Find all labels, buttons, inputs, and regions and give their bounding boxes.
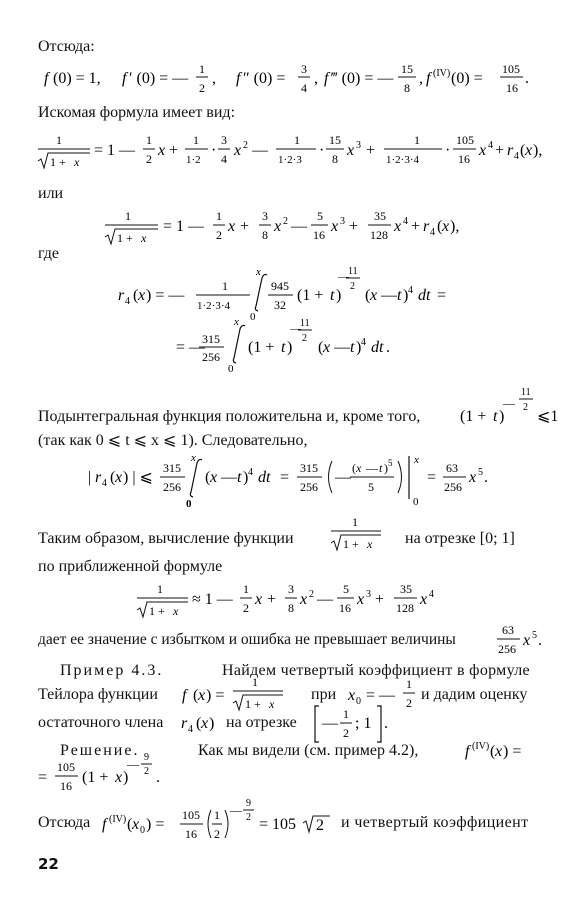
svg-text:—: — bbox=[322, 715, 338, 732]
svg-text:1·2·3·4: 1·2·3·4 bbox=[386, 154, 419, 166]
svg-text:4: 4 bbox=[430, 227, 435, 238]
text-ili: или bbox=[38, 185, 64, 202]
svg-text:315: 315 bbox=[300, 461, 318, 475]
svg-text:,: , bbox=[419, 70, 423, 87]
svg-text:3: 3 bbox=[366, 589, 371, 600]
svg-text:) =: ) = bbox=[146, 816, 165, 833]
svg-text:t: t bbox=[281, 339, 286, 356]
svg-text:1·2: 1·2 bbox=[186, 154, 201, 166]
svg-text:0: 0 bbox=[413, 496, 419, 508]
svg-text:2: 2 bbox=[406, 696, 412, 710]
svg-text:—: — bbox=[230, 803, 242, 817]
svg-text:x: x bbox=[228, 218, 236, 235]
svg-text:dt: dt bbox=[418, 287, 431, 304]
svg-text:x: x bbox=[158, 142, 166, 159]
svg-text:): ) bbox=[384, 461, 388, 475]
formula-simplified-expansion bbox=[0, 204, 571, 250]
svg-text:r: r bbox=[118, 287, 125, 304]
svg-text:105: 105 bbox=[502, 62, 520, 76]
text-teylora: Тейлора функции bbox=[38, 686, 158, 703]
svg-text:—: — bbox=[381, 287, 397, 304]
svg-text:1·2·3·4: 1·2·3·4 bbox=[197, 300, 230, 312]
svg-text:105: 105 bbox=[456, 133, 474, 147]
svg-text:+: + bbox=[169, 142, 179, 159]
svg-text:x: x bbox=[115, 469, 123, 486]
svg-text:256: 256 bbox=[498, 642, 516, 656]
svg-text:″ (0) =: ″ (0) = bbox=[243, 70, 286, 87]
svg-text:128: 128 bbox=[370, 228, 388, 242]
svg-text:= —: = — bbox=[366, 687, 396, 704]
svg-text:8: 8 bbox=[332, 152, 338, 166]
svg-text:t: t bbox=[397, 287, 402, 304]
svg-text:—: — bbox=[252, 142, 268, 159]
svg-text:128: 128 bbox=[396, 601, 414, 615]
svg-text:1: 1 bbox=[243, 582, 249, 596]
svg-text:3: 3 bbox=[356, 140, 361, 151]
svg-text:(: ( bbox=[437, 218, 443, 235]
svg-text:): ) bbox=[403, 287, 409, 304]
svg-text:x: x bbox=[300, 591, 308, 608]
svg-text:1: 1 bbox=[125, 209, 131, 223]
svg-text:=: = bbox=[437, 287, 447, 304]
svg-text:x: x bbox=[173, 604, 179, 618]
text-na-otrezke-01: на отрезке [0; 1] bbox=[405, 530, 515, 547]
svg-text:1 +: 1 + bbox=[245, 697, 261, 711]
svg-text:1: 1 bbox=[146, 133, 152, 147]
svg-text:x: x bbox=[495, 743, 503, 760]
svg-text:t: t bbox=[379, 461, 383, 475]
svg-text:16: 16 bbox=[313, 228, 325, 242]
svg-text:x: x bbox=[132, 816, 140, 833]
svg-text:,: , bbox=[212, 70, 216, 87]
svg-text:3: 3 bbox=[340, 216, 345, 227]
svg-text:x: x bbox=[191, 453, 196, 464]
text-podyntegralnaya: Подынтегральная функция положительна и, кроме того, bbox=[38, 408, 421, 425]
svg-text:f: f bbox=[324, 70, 329, 87]
text-takim-obrazom: Таким образом, вычисление функции bbox=[38, 530, 294, 547]
svg-text:·: · bbox=[319, 142, 325, 159]
svg-text:32: 32 bbox=[274, 298, 286, 312]
svg-text:.: . bbox=[484, 469, 488, 486]
svg-text:(: ( bbox=[318, 339, 324, 356]
svg-text:x: x bbox=[210, 469, 218, 486]
svg-text:1: 1 bbox=[56, 133, 62, 147]
text-tak-kak: (так как 0 ⩽ t ⩽ x ⩽ 1). Следовательно, bbox=[38, 432, 308, 449]
svg-text:f: f bbox=[44, 70, 49, 87]
svg-text:2: 2 bbox=[309, 589, 314, 600]
svg-text:(0) = 1,: (0) = 1, bbox=[53, 70, 101, 87]
svg-text:x: x bbox=[201, 715, 209, 732]
svg-text:(: ( bbox=[490, 743, 496, 760]
svg-text:t: t bbox=[350, 339, 355, 356]
svg-text:; 1: ; 1 bbox=[355, 715, 372, 732]
svg-text:0: 0 bbox=[186, 498, 192, 509]
svg-text:x: x bbox=[323, 339, 331, 356]
svg-text:(: ( bbox=[110, 469, 116, 486]
text-po-priblizhennoy: по приближенной формуле bbox=[38, 558, 223, 575]
svg-text:′ (0) = —: ′ (0) = — bbox=[129, 70, 189, 87]
svg-text:16: 16 bbox=[458, 152, 470, 166]
svg-text:1: 1 bbox=[406, 677, 412, 691]
svg-text:1: 1 bbox=[222, 279, 228, 293]
svg-text:8: 8 bbox=[288, 601, 294, 615]
svg-text:|: | bbox=[88, 469, 92, 486]
svg-text:1: 1 bbox=[343, 707, 349, 721]
svg-text:x: x bbox=[74, 155, 80, 169]
svg-text:2: 2 bbox=[214, 827, 220, 841]
svg-text:1: 1 bbox=[414, 133, 420, 147]
svg-text:x: x bbox=[138, 287, 146, 304]
svg-text:256: 256 bbox=[300, 480, 318, 494]
svg-text:105: 105 bbox=[57, 760, 75, 774]
svg-text:4: 4 bbox=[248, 467, 253, 478]
svg-text:=: = bbox=[38, 769, 48, 786]
svg-text:8: 8 bbox=[404, 81, 410, 95]
svg-text:⩽1: ⩽1 bbox=[537, 408, 559, 425]
svg-text:256: 256 bbox=[163, 480, 181, 494]
svg-text:4: 4 bbox=[514, 151, 519, 162]
svg-text:),: ), bbox=[533, 142, 543, 159]
svg-text:3: 3 bbox=[262, 209, 268, 223]
formula-fourth-derivative bbox=[0, 736, 571, 796]
svg-text:.: . bbox=[156, 769, 160, 786]
svg-text:t: t bbox=[493, 408, 498, 425]
svg-text:4: 4 bbox=[488, 140, 493, 151]
svg-text:5: 5 bbox=[343, 582, 349, 596]
svg-text:x: x bbox=[269, 697, 275, 711]
svg-text:2: 2 bbox=[243, 601, 249, 615]
svg-text:x: x bbox=[420, 591, 428, 608]
svg-text:r: r bbox=[95, 469, 102, 486]
svg-text:3: 3 bbox=[288, 582, 294, 596]
svg-text:x: x bbox=[523, 632, 531, 649]
svg-text:= 105: = 105 bbox=[259, 816, 297, 833]
svg-text:1: 1 bbox=[193, 133, 199, 147]
svg-text:.: . bbox=[538, 632, 542, 649]
svg-text:.: . bbox=[386, 339, 390, 356]
svg-text:256: 256 bbox=[202, 350, 220, 364]
svg-text:1: 1 bbox=[157, 582, 163, 596]
svg-text:x: x bbox=[479, 142, 487, 159]
svg-text:5: 5 bbox=[478, 467, 483, 478]
svg-text:(: ( bbox=[352, 461, 356, 475]
svg-text:1: 1 bbox=[216, 209, 222, 223]
svg-text:‴ (0) = —: ‴ (0) = — bbox=[331, 70, 394, 87]
svg-text:f: f bbox=[465, 743, 470, 760]
svg-text:x: x bbox=[394, 218, 402, 235]
svg-text:) = —: ) = — bbox=[146, 287, 185, 304]
svg-text:) | ⩽: ) | ⩽ bbox=[123, 469, 153, 486]
svg-text:(: ( bbox=[205, 469, 211, 486]
svg-text:4: 4 bbox=[102, 478, 107, 489]
svg-text:1 +: 1 + bbox=[343, 537, 359, 551]
svg-text:0: 0 bbox=[250, 311, 256, 323]
svg-text:x: x bbox=[367, 537, 373, 551]
svg-text:r: r bbox=[181, 715, 188, 732]
text-otsyuda: Отсюда: bbox=[38, 38, 95, 55]
svg-text:315: 315 bbox=[163, 461, 181, 475]
svg-text:16: 16 bbox=[185, 827, 197, 841]
text-naydem: Найдем четвертый коэффициент в формуле bbox=[222, 662, 530, 679]
svg-text:1: 1 bbox=[199, 62, 205, 76]
svg-text:): ) bbox=[356, 339, 362, 356]
svg-text:0: 0 bbox=[228, 363, 234, 375]
svg-text:(1 +: (1 + bbox=[248, 339, 275, 356]
svg-text:15: 15 bbox=[401, 62, 413, 76]
svg-text:): ) bbox=[287, 339, 293, 356]
svg-text:x: x bbox=[525, 142, 533, 159]
svg-text:1 +: 1 + bbox=[117, 231, 133, 245]
text-gde: где bbox=[38, 245, 60, 262]
svg-text:1: 1 bbox=[252, 675, 258, 689]
svg-text:5: 5 bbox=[532, 630, 537, 641]
svg-text:—: — bbox=[317, 591, 333, 608]
svg-text:4: 4 bbox=[408, 285, 413, 296]
svg-text:5: 5 bbox=[368, 480, 374, 494]
svg-text:11: 11 bbox=[348, 266, 358, 277]
svg-text:16: 16 bbox=[60, 779, 72, 793]
svg-text:): ) bbox=[499, 408, 505, 425]
svg-text:1 +: 1 + bbox=[149, 604, 165, 618]
svg-text:x: x bbox=[469, 469, 477, 486]
svg-text:x: x bbox=[234, 316, 239, 328]
svg-text:+: + bbox=[411, 218, 421, 235]
text-i-chetvertyy: и четвертый коэффициент bbox=[341, 814, 529, 831]
svg-text:.: . bbox=[525, 70, 529, 87]
svg-text:2: 2 bbox=[246, 812, 251, 823]
formula-approximation bbox=[0, 578, 571, 622]
svg-text:): ) bbox=[243, 469, 249, 486]
svg-text:35: 35 bbox=[374, 209, 386, 223]
svg-text:x: x bbox=[442, 218, 450, 235]
formula-error-value bbox=[0, 620, 571, 660]
svg-text:) =: ) = bbox=[206, 687, 225, 704]
svg-text:x: x bbox=[198, 687, 206, 704]
svg-text:4: 4 bbox=[125, 296, 130, 307]
svg-text:+: + bbox=[366, 142, 376, 159]
svg-text:2: 2 bbox=[144, 766, 149, 777]
svg-text:x: x bbox=[256, 266, 261, 278]
svg-text:—: — bbox=[338, 271, 349, 283]
formula-remainder-integral bbox=[0, 262, 571, 384]
example-heading: Пример 4.3. bbox=[60, 662, 164, 679]
svg-text:f: f bbox=[426, 70, 431, 87]
svg-text:—: — bbox=[503, 396, 515, 410]
solution-heading: Решение. bbox=[60, 742, 140, 759]
svg-text:11: 11 bbox=[521, 387, 531, 398]
svg-text:63: 63 bbox=[446, 461, 458, 475]
formula-taylor-expansion bbox=[0, 128, 571, 174]
svg-text:= 1 —: = 1 — bbox=[94, 142, 136, 159]
svg-text:2: 2 bbox=[523, 402, 528, 413]
svg-text:(1 +: (1 + bbox=[297, 287, 324, 304]
svg-text:9: 9 bbox=[246, 798, 251, 809]
svg-text:(: ( bbox=[196, 715, 202, 732]
text-ostatochnogo: остаточного члена bbox=[38, 714, 164, 731]
svg-text:·: · bbox=[211, 142, 217, 159]
svg-text:(: ( bbox=[133, 287, 139, 304]
svg-text:): ) bbox=[336, 287, 342, 304]
svg-text:x: x bbox=[234, 142, 242, 159]
svg-text:4: 4 bbox=[403, 216, 408, 227]
formula-remainder-bound bbox=[0, 453, 571, 509]
svg-text:16: 16 bbox=[339, 601, 351, 615]
svg-text:x: x bbox=[141, 231, 147, 245]
svg-text:.: . bbox=[384, 715, 388, 732]
svg-text:9: 9 bbox=[144, 752, 149, 763]
svg-text:(1 +: (1 + bbox=[460, 408, 487, 425]
text-i-dadim: и дадим оценку bbox=[421, 686, 528, 703]
svg-text:—: — bbox=[291, 218, 307, 235]
svg-text:16: 16 bbox=[506, 81, 518, 95]
svg-text:2: 2 bbox=[343, 726, 349, 740]
svg-text:(IV): (IV) bbox=[433, 68, 451, 79]
svg-text:8: 8 bbox=[262, 228, 268, 242]
svg-text:3: 3 bbox=[301, 62, 307, 76]
svg-text:2: 2 bbox=[283, 216, 288, 227]
svg-text:—: — bbox=[290, 323, 301, 335]
text-iskomaya: Искомая формула имеет вид: bbox=[38, 104, 236, 121]
svg-text:x: x bbox=[347, 142, 355, 159]
formula-derivative-values bbox=[0, 60, 571, 98]
svg-text:x: x bbox=[274, 218, 282, 235]
svg-text:x: x bbox=[348, 687, 356, 704]
text-daet-ee: дает ее значение с избытком и ошибка не превышает величины bbox=[38, 631, 456, 648]
svg-text:=: = bbox=[427, 469, 437, 486]
svg-text:0: 0 bbox=[140, 825, 145, 836]
svg-text:0: 0 bbox=[356, 696, 361, 707]
svg-text:= 1 —: = 1 — bbox=[163, 218, 205, 235]
svg-text:945: 945 bbox=[271, 279, 289, 293]
svg-text:f: f bbox=[102, 816, 107, 833]
svg-text:3: 3 bbox=[221, 133, 227, 147]
svg-text:4: 4 bbox=[361, 337, 366, 348]
svg-text:+: + bbox=[267, 591, 277, 608]
text-pri: при bbox=[311, 686, 337, 703]
svg-text:(IV): (IV) bbox=[109, 814, 127, 825]
svg-text:≈ 1 —: ≈ 1 — bbox=[192, 591, 233, 608]
text-otsyuda-2: Отсюда bbox=[38, 814, 91, 831]
svg-text:t: t bbox=[237, 469, 242, 486]
svg-text:2: 2 bbox=[302, 333, 307, 344]
svg-text:4: 4 bbox=[301, 81, 307, 95]
svg-text:4: 4 bbox=[429, 589, 434, 600]
svg-text:315: 315 bbox=[202, 332, 220, 346]
svg-text:2: 2 bbox=[243, 140, 248, 151]
svg-text:—: — bbox=[127, 757, 139, 771]
svg-text:x: x bbox=[255, 591, 263, 608]
svg-text:2: 2 bbox=[350, 281, 355, 292]
svg-text:2: 2 bbox=[316, 817, 324, 834]
svg-text:+: + bbox=[349, 218, 359, 235]
svg-text:),: ), bbox=[450, 218, 460, 235]
svg-text:256: 256 bbox=[444, 480, 462, 494]
svg-text:f: f bbox=[122, 70, 127, 87]
svg-text:f: f bbox=[182, 687, 187, 704]
svg-text:): ) bbox=[123, 769, 129, 786]
svg-text:(IV): (IV) bbox=[472, 741, 490, 752]
svg-text:63: 63 bbox=[502, 623, 514, 637]
svg-text:—: — bbox=[335, 469, 351, 486]
svg-text:4: 4 bbox=[188, 724, 193, 735]
svg-text:x: x bbox=[356, 461, 362, 475]
svg-text:x: x bbox=[414, 454, 419, 466]
svg-text:—: — bbox=[334, 339, 350, 356]
svg-text:15: 15 bbox=[329, 133, 341, 147]
svg-text:r: r bbox=[423, 218, 430, 235]
svg-text:(: ( bbox=[365, 287, 371, 304]
svg-text:105: 105 bbox=[182, 808, 200, 822]
svg-text:1: 1 bbox=[214, 808, 220, 822]
svg-text:+: + bbox=[375, 591, 385, 608]
text-na-otrezke: на отрезке bbox=[226, 714, 297, 731]
svg-text:,: , bbox=[314, 70, 318, 87]
svg-text:—: — bbox=[221, 469, 237, 486]
svg-text:x: x bbox=[370, 287, 378, 304]
svg-text:(: ( bbox=[193, 687, 199, 704]
svg-text:1·2·3: 1·2·3 bbox=[278, 154, 302, 166]
formula-integrand-bound bbox=[0, 386, 571, 428]
svg-text:x: x bbox=[357, 591, 365, 608]
svg-text:) =: ) = bbox=[503, 743, 522, 760]
text-kak-my-videli: Как мы видели (см. пример 4.2), bbox=[198, 742, 419, 759]
svg-text:dt: dt bbox=[371, 339, 384, 356]
svg-text:4: 4 bbox=[221, 152, 227, 166]
svg-text:2: 2 bbox=[146, 152, 152, 166]
svg-text:1: 1 bbox=[294, 133, 300, 147]
svg-text:—: — bbox=[366, 461, 378, 475]
svg-text:x: x bbox=[115, 769, 123, 786]
svg-text:t: t bbox=[330, 287, 335, 304]
svg-text:2: 2 bbox=[199, 81, 205, 95]
svg-text:+: + bbox=[240, 218, 250, 235]
svg-text:): ) bbox=[209, 715, 215, 732]
svg-text:5: 5 bbox=[317, 209, 323, 223]
svg-text:=: = bbox=[280, 469, 290, 486]
svg-text:1: 1 bbox=[352, 515, 358, 529]
svg-text:2: 2 bbox=[216, 228, 222, 242]
svg-text:(: ( bbox=[127, 816, 133, 833]
svg-text:= —: = — bbox=[176, 339, 206, 356]
svg-text:·: · bbox=[445, 142, 451, 159]
svg-text:1 +: 1 + bbox=[50, 155, 66, 169]
svg-text:dt: dt bbox=[258, 469, 271, 486]
svg-text:x: x bbox=[331, 218, 339, 235]
svg-text:(: ( bbox=[520, 142, 526, 159]
svg-text:+: + bbox=[495, 142, 505, 159]
svg-text:11: 11 bbox=[300, 318, 310, 329]
svg-text:r: r bbox=[507, 142, 514, 159]
svg-text:(1 +: (1 + bbox=[82, 769, 109, 786]
svg-text:5: 5 bbox=[388, 458, 393, 468]
svg-text:f: f bbox=[236, 70, 241, 87]
svg-text:(0) =: (0) = bbox=[451, 70, 483, 87]
page-number: 22 bbox=[38, 855, 59, 873]
svg-text:35: 35 bbox=[400, 582, 412, 596]
